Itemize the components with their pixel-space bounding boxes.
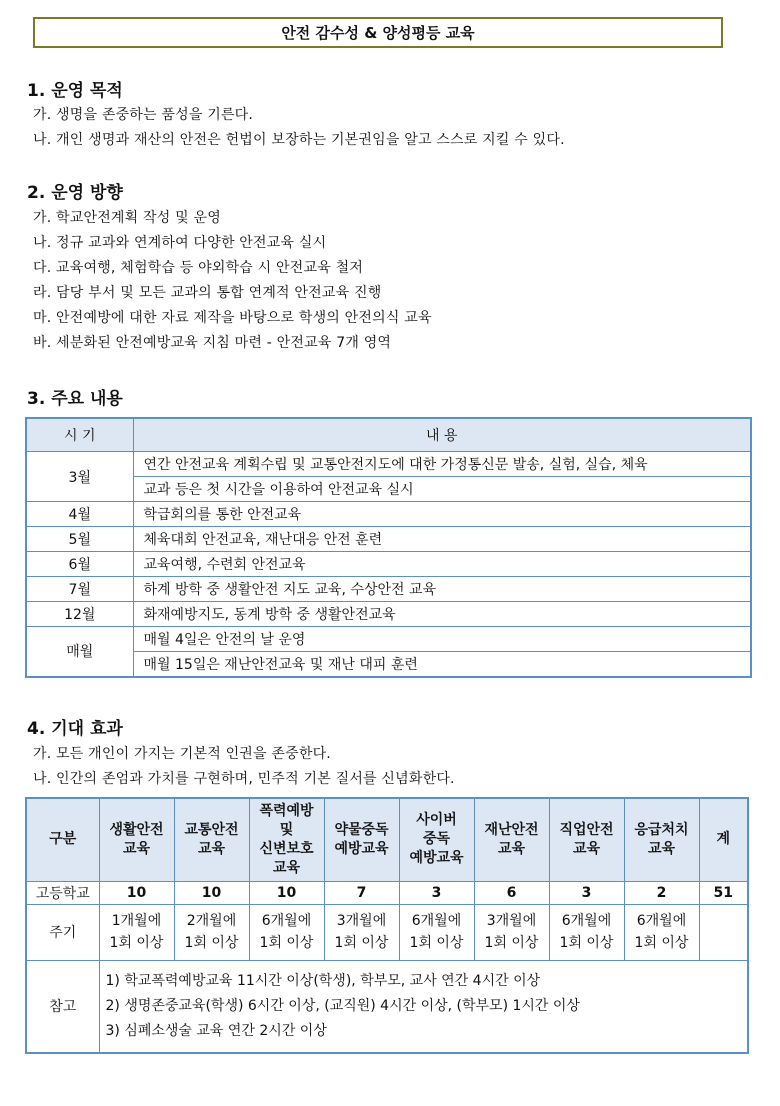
cell-value: 2	[624, 881, 699, 904]
header-first-aid: 응급처치 교육	[624, 798, 699, 881]
cell-cycle: 3개월에 1회 이상	[324, 904, 399, 960]
header-drug-prevention: 약물중독 예방교육	[324, 798, 399, 881]
section2-item: 가. 학교안전계획 작성 및 운영	[33, 210, 221, 226]
row-label: 참고	[26, 960, 99, 1053]
section4-item: 나. 인간의 존엄과 가치를 구현하며, 민주적 기본 질서를 신념화한다.	[33, 771, 455, 787]
header-content: 내 용	[133, 418, 751, 452]
header-total: 계	[699, 798, 748, 881]
row-content: 학급회의를 통한 안전교육	[133, 502, 751, 527]
reference-item: 2) 생명존중교육(학생) 6시간 이상, (교직원) 4시간 이상, (학부모) 1시간 이상	[105, 997, 580, 1014]
cell-cycle: 6개월에 1회 이상	[624, 904, 699, 960]
section2-item: 나. 정규 교과와 연계하여 다양한 안전교육 실시	[33, 235, 327, 251]
table-row	[26, 477, 751, 502]
reference-item: 3) 심폐소생술 교육 연간 2시간 이상	[105, 1022, 327, 1039]
header-traffic-safety: 교통안전 교육	[174, 798, 249, 881]
row-content: 매월 15일은 재난안전교육 및 재난 대피 훈련	[133, 652, 751, 677]
section2-item: 다. 교육여행, 체험학습 등 야외학습 시 안전교육 철저	[33, 260, 364, 276]
row-content: 체육대회 안전교육, 재난대응 안전 훈련	[133, 527, 751, 552]
document-title: 안전 감수성 & 양성평등 교육	[33, 17, 723, 48]
cell-value: 6	[474, 881, 549, 904]
row-time: 6월	[26, 552, 133, 577]
cell-cycle: 6개월에 1회 이상	[399, 904, 474, 960]
section4-heading: 4. 기대 효과	[27, 719, 123, 739]
header-job-safety: 직업안전 교육	[549, 798, 624, 881]
cell-cycle: 3개월에 1회 이상	[474, 904, 549, 960]
section2-item: 바. 세분화된 안전예방교육 지침 마련 - 안전교육 7개 영역	[33, 335, 392, 351]
header-disaster-safety: 재난안전 교육	[474, 798, 549, 881]
header-cyber-addiction: 사이버 중독 예방교육	[399, 798, 474, 881]
cell-total: 51	[699, 881, 748, 904]
cell-value: 10	[249, 881, 324, 904]
table-row	[26, 881, 748, 904]
cell-value: 7	[324, 881, 399, 904]
cell-cycle: 6개월에 1회 이상	[549, 904, 624, 960]
schedule-table	[25, 417, 752, 678]
cell-references	[99, 960, 748, 1053]
section4-item: 가. 모든 개인이 가지는 기본적 인권을 존중한다.	[33, 746, 331, 762]
table-row	[26, 627, 751, 652]
row-time: 5월	[26, 527, 133, 552]
cell-value: 10	[99, 881, 174, 904]
row-content: 연간 안전교육 계획수립 및 교통안전지도에 대한 가정통신문 발송, 실험, 실습, 체육	[133, 452, 751, 477]
row-content: 교육여행, 수련회 안전교육	[133, 552, 751, 577]
row-time: 매월	[26, 627, 133, 677]
row-content: 하계 방학 중 생활안전 지도 교육, 수상안전 교육	[133, 577, 751, 602]
reference-item: 1) 학교폭력예방교육 11시간 이상(학생), 학부모, 교사 연간 4시간 이상	[105, 972, 541, 989]
table-row	[26, 502, 751, 527]
table-row	[26, 960, 748, 1053]
table-header-row	[26, 418, 751, 452]
section3-heading: 3. 주요 내용	[27, 389, 123, 409]
header-category: 구분	[26, 798, 99, 881]
cell-cycle	[699, 904, 748, 960]
section2-item: 라. 담당 부서 및 모든 교과의 통합 연계적 안전교육 진행	[33, 285, 382, 301]
row-content: 매월 4일은 안전의 날 운영	[133, 627, 751, 652]
row-content: 교과 등은 첫 시간을 이용하여 안전교육 실시	[133, 477, 751, 502]
row-time: 12월	[26, 602, 133, 627]
row-content: 화재예방지도, 동계 방학 중 생활안전교육	[133, 602, 751, 627]
table-row	[26, 552, 751, 577]
table-row	[26, 904, 748, 960]
section2-item: 마. 안전예방에 대한 자료 제작을 바탕으로 학생의 안전의식 교육	[33, 310, 432, 326]
cell-cycle: 1개월에 1회 이상	[99, 904, 174, 960]
cell-cycle: 2개월에 1회 이상	[174, 904, 249, 960]
row-label: 고등학교	[26, 881, 99, 904]
cell-value: 3	[549, 881, 624, 904]
education-hours-table	[25, 797, 749, 1054]
table-row	[26, 452, 751, 477]
section1-item: 가. 생명을 존중하는 품성을 기른다.	[33, 107, 254, 123]
table-row	[26, 602, 751, 627]
row-label: 주기	[26, 904, 99, 960]
table-row	[26, 527, 751, 552]
row-time: 7월	[26, 577, 133, 602]
table-row	[26, 652, 751, 677]
header-life-safety: 생활안전 교육	[99, 798, 174, 881]
cell-value: 3	[399, 881, 474, 904]
header-time: 시 기	[26, 418, 133, 452]
row-time: 4월	[26, 502, 133, 527]
cell-value: 10	[174, 881, 249, 904]
section2-heading: 2. 운영 방향	[27, 183, 123, 203]
section1-item: 나. 개인 생명과 재산의 안전은 헌법이 보장하는 기본권임을 알고 스스로 지킬 수 있다.	[33, 132, 565, 148]
section1-heading: 1. 운영 목적	[27, 81, 123, 101]
cell-cycle: 6개월에 1회 이상	[249, 904, 324, 960]
table-header-row	[26, 798, 748, 881]
row-time: 3월	[26, 452, 133, 502]
table-row	[26, 577, 751, 602]
header-violence-prevention: 폭력예방 및 신변보호 교육	[249, 798, 324, 881]
